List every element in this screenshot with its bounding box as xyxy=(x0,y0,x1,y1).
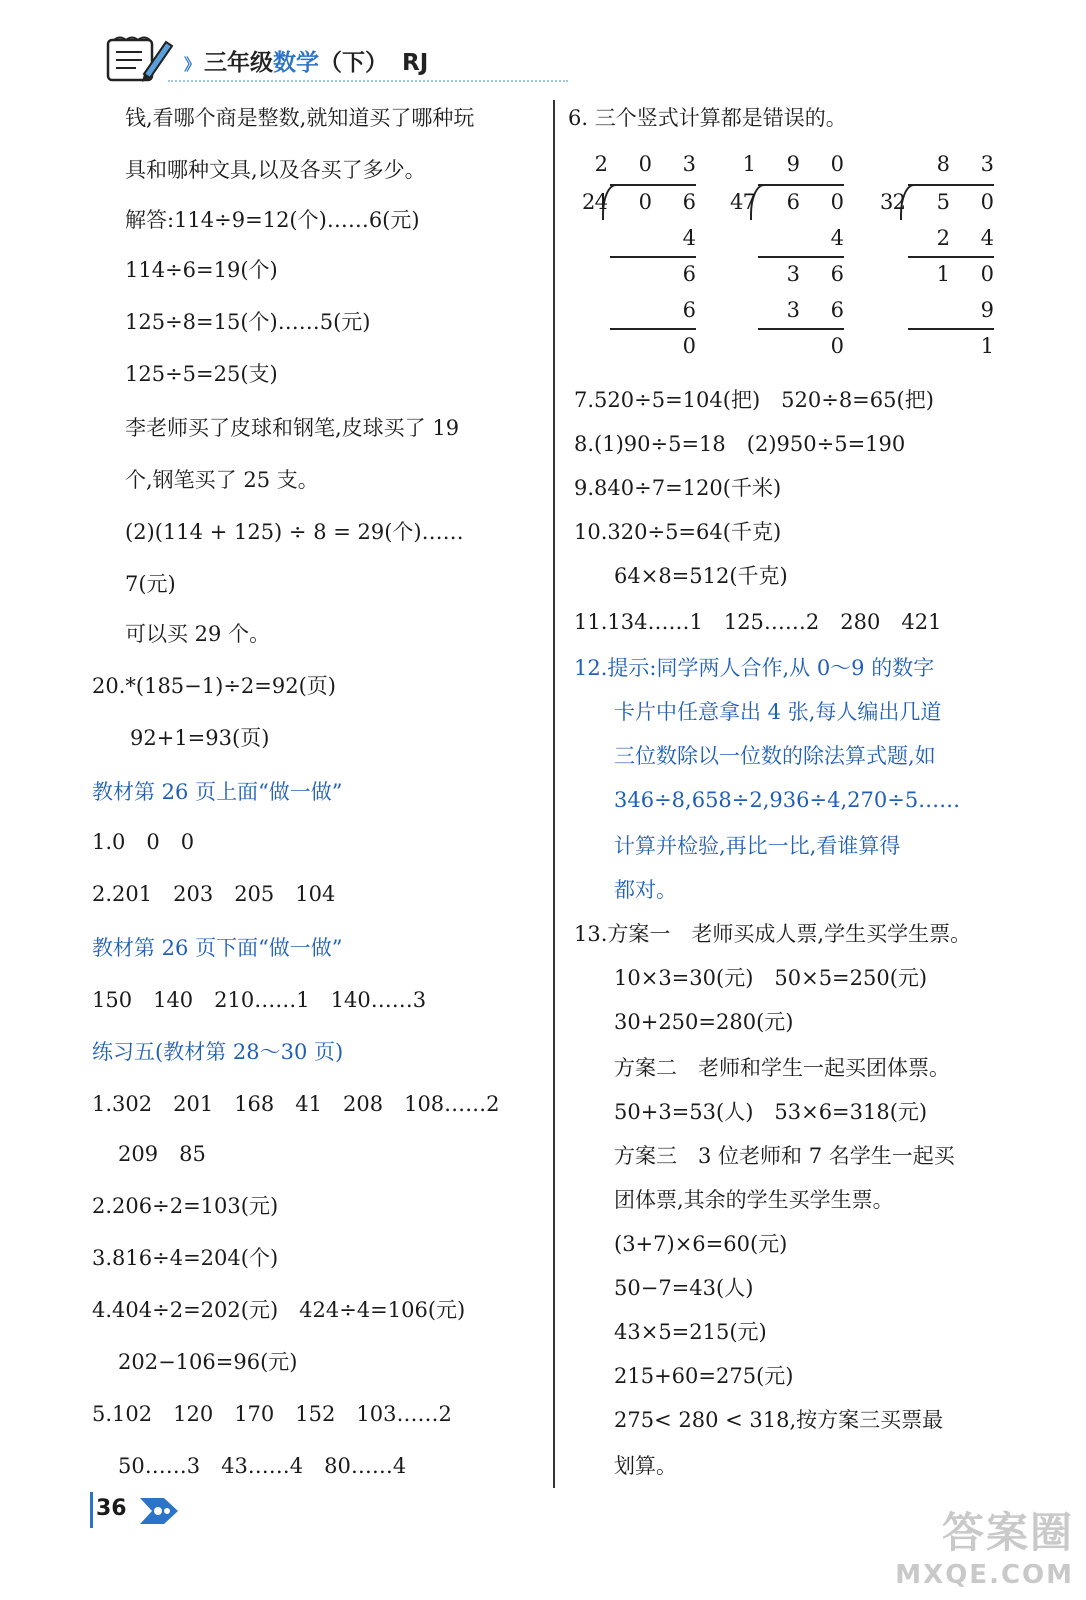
left-line: (2)(114 + 125) ÷ 8 = 29(个)…… xyxy=(125,520,464,544)
division-step: 9 xyxy=(980,298,1006,322)
page-badge-icon xyxy=(138,1494,180,1528)
header-volume: （下） xyxy=(319,50,389,76)
right-line: 10.320÷5=64(千克) xyxy=(574,520,782,544)
watermark xyxy=(895,1500,1074,1590)
notebook-pencil-icon xyxy=(96,34,174,84)
left-line: 125÷5=25(支) xyxy=(125,362,278,386)
division-quotient: 8 3 xyxy=(936,152,1006,176)
long-division xyxy=(730,150,860,370)
header-underline xyxy=(168,80,568,82)
left-line: 50……3 43……4 80……4 xyxy=(118,1454,407,1478)
left-line: 3.816÷4=204(个) xyxy=(92,1246,279,1270)
division-step: 0 xyxy=(682,334,708,358)
right-line: 三位数除以一位数的除法算式题,如 xyxy=(614,744,936,768)
left-line: 20.*(185−1)÷2=92(页) xyxy=(92,674,336,698)
left-line: 解答:114÷9=12(个)……6(元) xyxy=(125,208,420,232)
column-divider xyxy=(553,100,555,1488)
watermark-line2: MXQE.COM xyxy=(895,1560,1074,1590)
left-line: 202−106=96(元) xyxy=(118,1350,298,1374)
division-dividend: 4 0 6 xyxy=(594,190,708,214)
right-line: 团体票,其余的学生买学生票。 xyxy=(614,1188,894,1212)
header-edition: RJ xyxy=(402,50,429,76)
right-line: 方案二 老师和学生一起买团体票。 xyxy=(614,1056,950,1080)
division-dividend: 7 6 0 xyxy=(742,190,856,214)
division-divisor: 3 xyxy=(880,190,894,214)
left-line: 2.201 203 205 104 xyxy=(92,882,336,906)
right-line: 方案三 3 位老师和 7 名学生一起买 xyxy=(614,1144,955,1168)
right-line: 卡片中任意拿出 4 张,每人编出几道 xyxy=(614,700,942,724)
division-step: 6 xyxy=(682,262,708,286)
right-line: 12.提示:同学两人合作,从 0～9 的数字 xyxy=(574,656,935,680)
long-division xyxy=(880,150,1010,370)
header-dots: 》 xyxy=(184,55,201,74)
left-line: 1.302 201 168 41 208 108……2 xyxy=(92,1092,500,1116)
right-line: 50+3=53(人) 53×6=318(元) xyxy=(614,1100,928,1124)
division-step: 0 xyxy=(830,334,856,358)
left-line: 具和哪种文具,以及各买了多少。 xyxy=(125,158,426,182)
left-line: 1.0 0 0 xyxy=(92,830,195,854)
division-quotient: 2 0 3 xyxy=(594,152,708,176)
right-line: 275< 280 < 318,按方案三买票最 xyxy=(614,1408,944,1432)
division-step: 4 xyxy=(830,226,856,250)
left-line: 5.102 120 170 152 103……2 xyxy=(92,1402,452,1426)
division-step: 2 4 xyxy=(936,226,1006,250)
header-grade: 三年级 xyxy=(204,50,274,76)
division-quotient: 1 9 0 xyxy=(742,152,856,176)
page-header xyxy=(96,34,476,84)
left-line: 92+1=93(页) xyxy=(130,726,270,750)
division-step: 1 xyxy=(980,334,1006,358)
right-line: 划算。 xyxy=(614,1454,677,1478)
division-step: 3 6 xyxy=(786,298,856,322)
division-rule xyxy=(908,256,994,258)
left-line: 7(元) xyxy=(125,572,176,596)
left-line: 练习五(教材第 28～30 页) xyxy=(92,1040,344,1064)
left-line: 114÷6=19(个) xyxy=(125,258,278,282)
division-topline xyxy=(908,184,994,186)
watermark-line1: 答案圈 xyxy=(941,1508,1074,1557)
header-title xyxy=(184,44,428,77)
division-topline xyxy=(758,184,844,186)
right-line: 9.840÷7=120(千米) xyxy=(574,476,782,500)
right-line: 30+250=280(元) xyxy=(614,1010,794,1034)
right-line: 13.方案一 老师买成人票,学生买学生票。 xyxy=(574,922,972,946)
right-line: 346÷8,658÷2,936÷4,270÷5…… xyxy=(614,788,961,812)
page-number: 36 xyxy=(96,1496,127,1521)
left-line: 可以买 29 个。 xyxy=(125,622,271,646)
division-divisor: 2 xyxy=(582,190,596,214)
left-line: 150 140 210……1 140……3 xyxy=(92,988,427,1012)
division-rule xyxy=(908,328,994,330)
left-line: 125÷8=15(个)……5(元) xyxy=(125,310,371,334)
right-line: 43×5=215(元) xyxy=(614,1320,767,1344)
division-rule xyxy=(758,328,844,330)
left-line: 钱,看哪个商是整数,就知道买了哪种玩 xyxy=(125,106,475,130)
division-step: 4 xyxy=(682,226,708,250)
right-line: 7.520÷5=104(把) 520÷8=65(把) xyxy=(574,388,934,412)
page-number-bar xyxy=(90,1492,93,1528)
right-line: 8.(1)90÷5=18 (2)950÷5=190 xyxy=(574,432,906,456)
left-line: 李老师买了皮球和钢笔,皮球买了 19 xyxy=(125,416,460,440)
right-line: 10×3=30(元) 50×5=250(元) xyxy=(614,966,928,990)
division-rule xyxy=(610,256,696,258)
long-division xyxy=(582,150,712,370)
left-line: 4.404÷2=202(元) 424÷4=106(元) xyxy=(92,1298,466,1322)
division-step: 1 0 xyxy=(936,262,1006,286)
left-line: 个,钢笔买了 25 支。 xyxy=(125,468,319,492)
division-topline xyxy=(610,184,696,186)
division-rule xyxy=(758,256,844,258)
left-line: 2.206÷2=103(元) xyxy=(92,1194,279,1218)
right-line: 都对。 xyxy=(614,878,677,902)
left-line: 209 85 xyxy=(118,1142,206,1166)
left-line: 教材第 26 页下面“做一做” xyxy=(92,936,343,960)
right-line: 计算并检验,再比一比,看谁算得 xyxy=(614,834,901,858)
right-line: 64×8=512(千克) xyxy=(614,564,788,588)
division-dividend: 2 5 0 xyxy=(892,190,1006,214)
item-6-heading: 6. 三个竖式计算都是错误的。 xyxy=(568,106,847,130)
division-step: 6 xyxy=(682,298,708,322)
division-rule xyxy=(610,328,696,330)
division-step: 3 6 xyxy=(786,262,856,286)
division-divisor: 4 xyxy=(730,190,744,214)
right-line: 50−7=43(人) xyxy=(614,1276,754,1300)
left-line: 教材第 26 页上面“做一做” xyxy=(92,780,343,804)
header-subject: 数学 xyxy=(273,50,320,76)
right-line: 215+60=275(元) xyxy=(614,1364,794,1388)
right-line: (3+7)×6=60(元) xyxy=(614,1232,788,1256)
right-line: 11.134……1 125……2 280 421 xyxy=(574,610,942,634)
